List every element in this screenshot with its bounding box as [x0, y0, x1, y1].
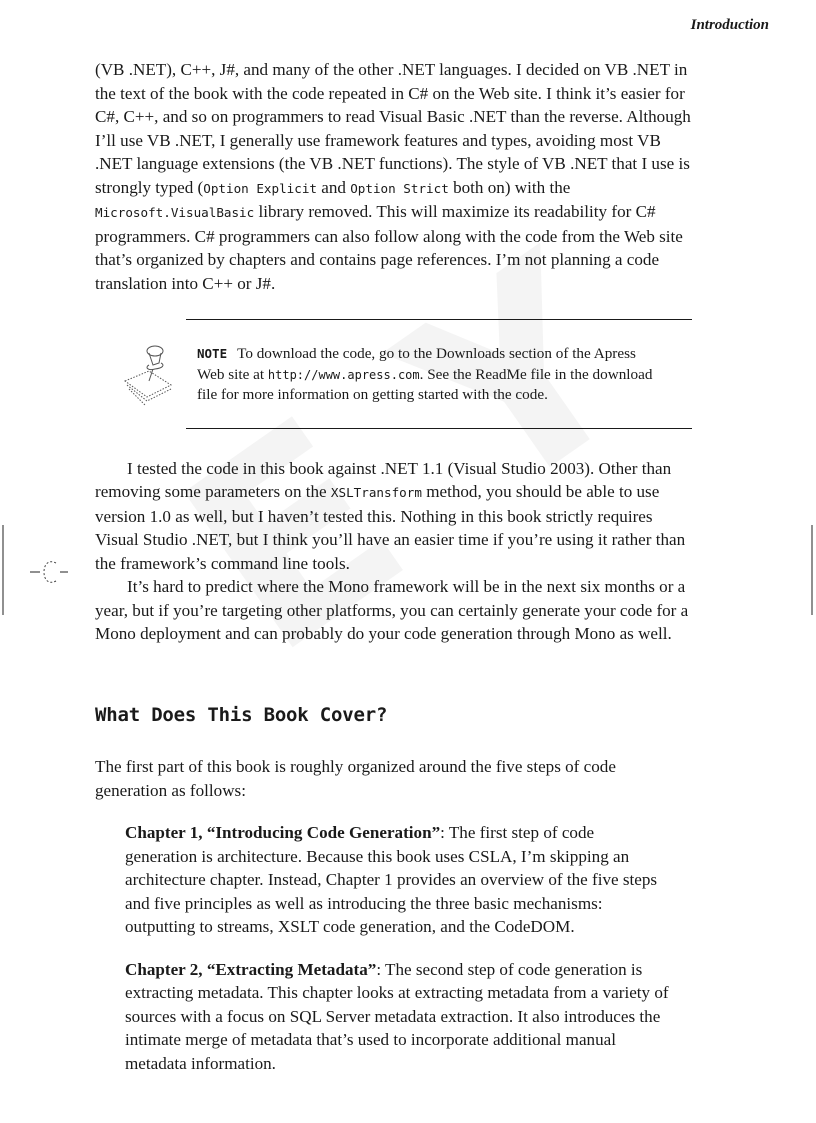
- section-intro: The first part of this book is roughly organized around the five steps of code generation as follows:: [95, 757, 616, 800]
- section-heading: What Does This Book Cover?: [95, 703, 388, 726]
- code-option-explicit: Option Explicit: [203, 180, 317, 196]
- note-bottom-rule: [186, 428, 692, 429]
- running-head: Introduction: [690, 17, 769, 33]
- code-apress-url: http://www.apress.com: [267, 367, 420, 382]
- chapter-2-title: Chapter 2, “Extracting Metadata”: [125, 959, 377, 979]
- code-option-strict: Option Strict: [350, 180, 449, 196]
- chapter-item-2: Chapter 2, “Extracting Metadata”: The second step of code generation is extracting metadata. This chapter looks at extracting metadata from a variety of sources with a focus on SQL Server metadata extraction. It also introduces the intimate merge of metadata that’s used to incorporate additional manual metadata information.: [125, 959, 669, 1073]
- crop-mark-left: [0, 525, 70, 615]
- page-content: [95, 58, 692, 1075]
- paragraph-mono: It’s hard to predict where the Mono framework will be in the next six months or a year, but if you’re targeting other platforms, you can certainly generate your code for a Mono deployment and can probably do your code generation through Mono as well.: [95, 577, 689, 643]
- pushpin-note-icon: [119, 341, 177, 409]
- code-xsltransform: XSLTransform: [330, 485, 422, 500]
- paragraph-testing: I tested the code in this book against .NET 1.1 (Visual Studio 2003). Other than removing some parameters on the XSLTransform method, you should be able to use version 1.0 as well, but I haven’t tested this. Nothing in this book strictly requires Visual Studio .NET, but I think you’ll have an easier time if you’re using it rather than the framework’s command line tools.: [95, 458, 686, 573]
- note-box: [95, 319, 692, 429]
- crop-mark-right: [810, 525, 816, 615]
- chapter-item-1: Chapter 1, “Introducing Code Generation”: The first step of code generation is architecture. Because this book uses CSLA, I’m skipping an architecture chapter. Instead, Chapter 1 provides an overview of the five steps and five principles as well as introducing the three basic mechanisms: outputting to streams, XSLT code generation, and the CodeDOM.: [125, 823, 658, 936]
- chapter-1-title: Chapter 1, “Introducing Code Generation”: [125, 823, 441, 842]
- note-top-rule: [186, 319, 692, 320]
- note-text: NOTE To download the code, go to the Downloads section of the Apress Web site at http://www.apress.com. See the ReadMe file in the download file for more information on getting started with the code.: [197, 345, 653, 403]
- note-label: NOTE: [197, 346, 228, 361]
- paragraph-languages: (VB .NET), C++, J#, and many of the other .NET languages. I decided on VB .NET in the text of the book with the code repeated in C# on the Web site. I think it’s easier for C#, C++, and so on programmers to read Visual Basic .NET than the reverse. Although I’ll use VB .NET, I generally use framework features and types, avoiding most VB .NET language extensions (the VB .NET functions). The style of VB .NET that I use is strongly typed (Option Explicit and Option Strict both on) with the Microsoft.VisualBasic library removed. This will maximize its readability for C# programmers. C# programmers can also follow along with the code from the Web site that’s organized by chapters and contains page references. I’m not planning a code translation into C++ or J#.: [95, 60, 691, 293]
- code-microsoft-visualbasic: Microsoft.VisualBasic: [95, 205, 255, 220]
